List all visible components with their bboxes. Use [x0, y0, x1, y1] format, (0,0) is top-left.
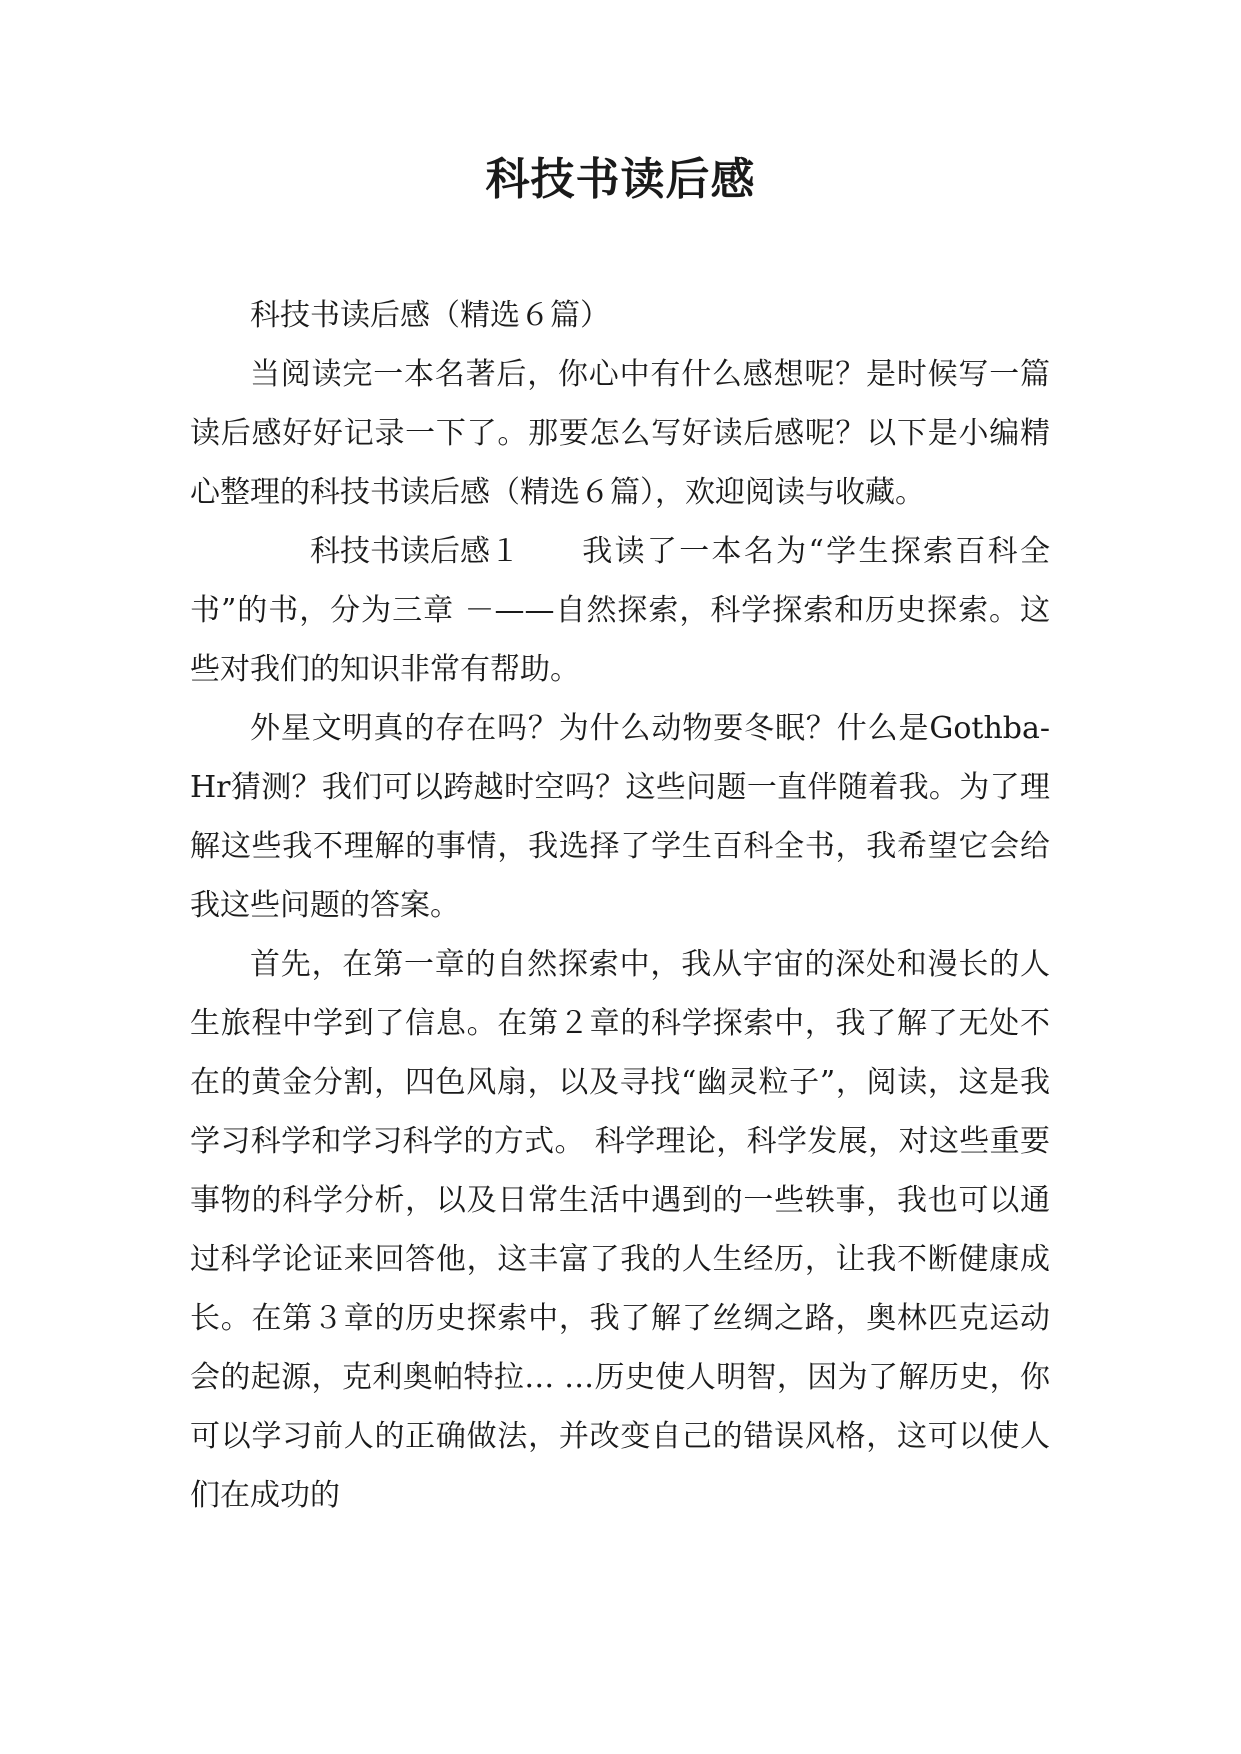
section-1-heading: 科技书读后感１ — [310, 534, 520, 569]
section-1-paragraph-3: 首先，在第一章的自然探索中，我从宇宙的深处和漫长的人生旅程中学到了信息。在第２章的科学探索中，我了解了无处不在的黄金分割，四色风扇，以及寻找“幽灵粒子”，阅读，这是我学习科学和学习科学的方式。 科学理论，科学发展，对这些重要事物的科学分析，以及日常生活中遇到的一些轶事，我也可以通过科学论证来回答他，这丰富了我的人生经历，让我不断健康成长。在第３章的历史探索中，我了解了丝绸之路，奥林匹克运动会的起源，克利奥帕特拉… …历史使人明智，因为了解历史，你可以学习前人的正确做法，并改变自己的错误风格，这可以使人们在成功的 — [190, 947, 1050, 1513]
document-body — [190, 286, 1050, 1525]
subtitle-paragraph: 科技书读后感（精选６篇） — [250, 298, 610, 333]
intro-paragraph: 当阅读完一本名著后，你心中有什么感想呢？是时候写一篇读后感好好记录一下了。那要怎么写好读后感呢？以下是小编精心整理的科技书读后感（精选６篇），欢迎阅读与收藏。 — [190, 357, 1050, 510]
document-title: 科技书读后感 — [485, 154, 756, 205]
section-1-paragraph-1-text: 我读了一本名为“学生探索百科全书”的书，分为三章 －——自然探索，科学探索和历史探索。这些对我们的知识非常有帮助。 — [190, 534, 1050, 687]
section-1-paragraph-2: 外星文明真的存在吗？为什么动物要冬眠？什么是Gothba-Hr猜测？我们可以跨越时空吗？这些问题一直伴随着我。为了理解这些我不理解的事情，我选择了学生百科全书，我希望它会给我这些问题的答案。 — [190, 711, 1050, 923]
section-1-first-paragraph — [190, 522, 1050, 699]
